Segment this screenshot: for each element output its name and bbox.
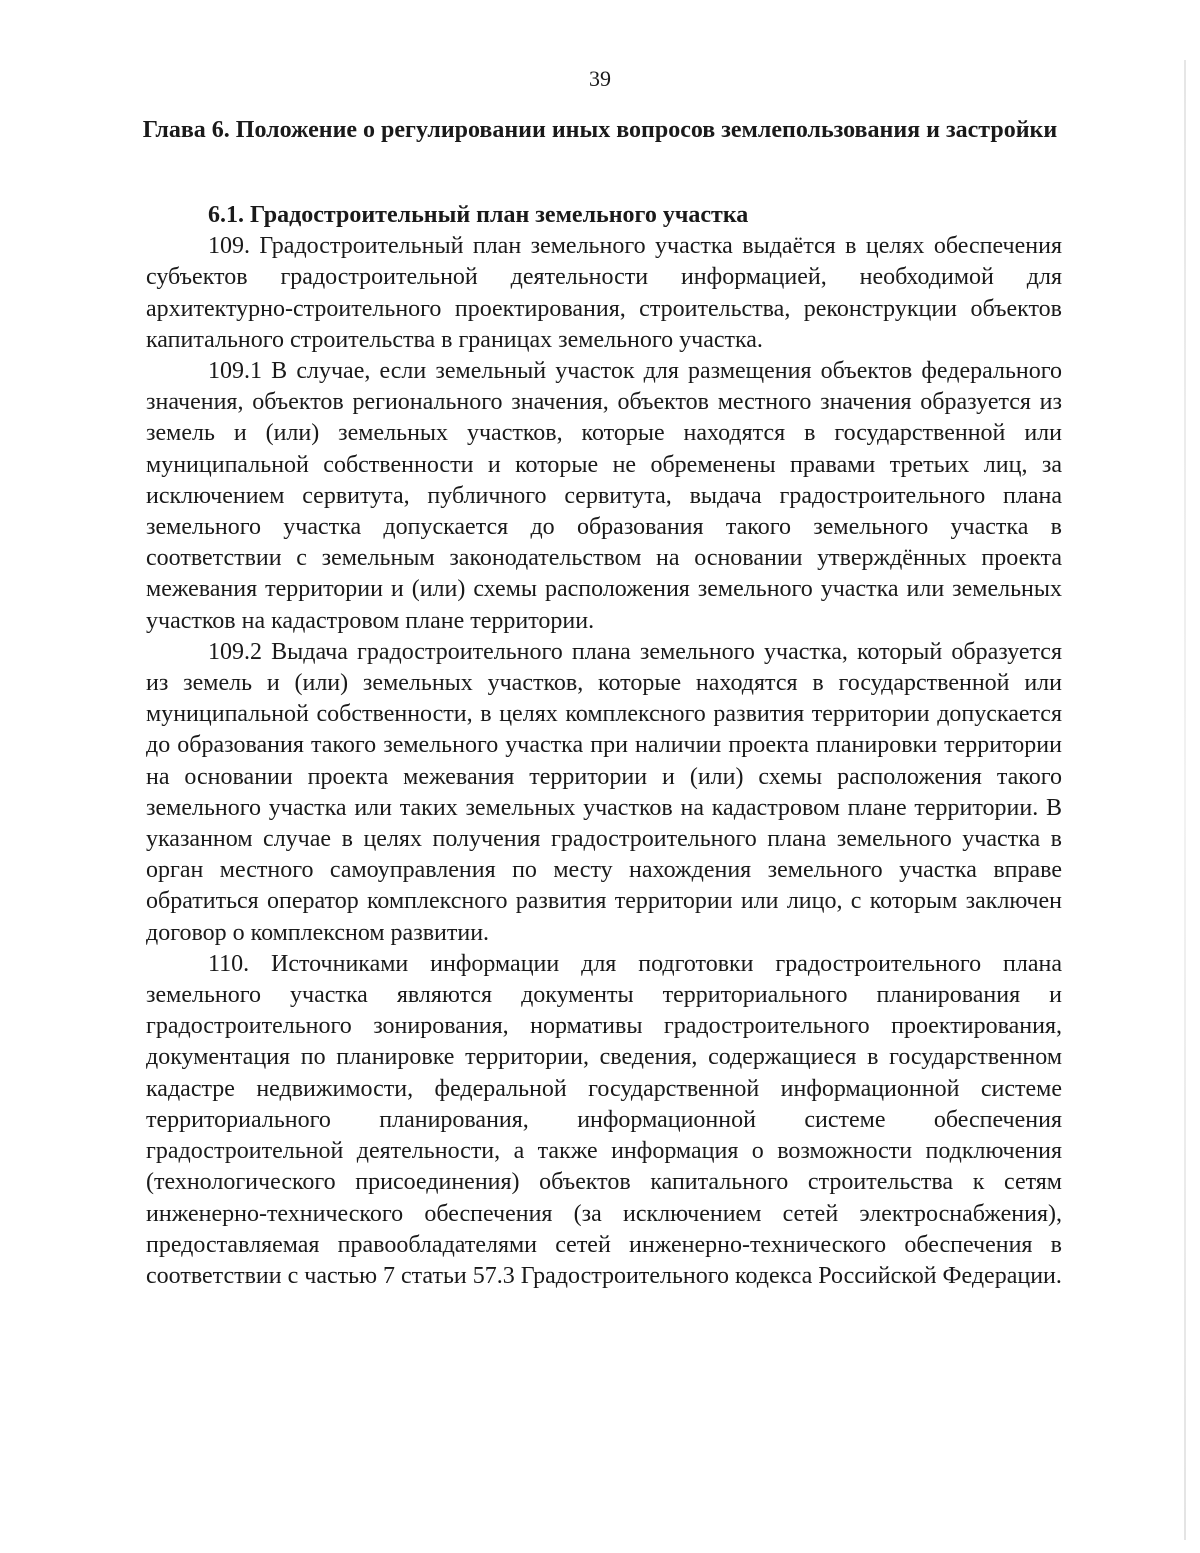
scan-edge	[1184, 60, 1186, 1540]
chapter-title: Глава 6. Положение о регулировании иных вопросов землепользования и застройки	[142, 117, 1058, 143]
page-number: 39	[589, 66, 611, 91]
paragraph-109-1: 109.1 В случае, если земельный участок для размещения объектов федерального значения, объектов регионального значения, объектов местного значения образуется из земель и (или) земельных участков, которые находятся в государственной или муниципальной собственности и которые не обременены правами третьих лиц, за исключением сервитута, публичного сервитута, выдача градостроительного плана земельного участка допускается до образования такого земельного участка в соответствии с земельным законодательством на основании утверждённых проекта межевания территории и (или) схемы расположения земельного участка или земельных участков на кадастровом плане территории.	[146, 358, 1062, 634]
paragraph-109: 109. Градостроительный план земельного участка выдаётся в целях обеспечения субъектов градостроительной деятельности информацией, необходимой для архитектурно-строительного проектирования, строительства, реконструкции объектов капитального строительства в границах земельного участка.	[146, 233, 1062, 353]
section-heading: 6.1. Градостроительный план земельного участка	[208, 202, 749, 228]
paragraph-110: 110. Источниками информации для подготовки градостроительного плана земельного участка являются документы территориального планирования и градостроительного зонирования, нормативы градостроительного проектирования, документация по планировке территории, сведения, содержащиеся в государственном кадастре недвижимости, федеральной государственной информационной системе территориального планирования, информационной системе обеспечения градостроительной деятельности, а также информация о возможности подключения (технологического присоединения) объектов капитального строительства к сетям инженерно-технического обеспечения (за исключением сетей электроснабжения), предоставляемая правообладателями сетей инженерно-технического обеспечения в соответствии с частью 7 статьи 57.3 Градостроительного кодекса Российской Федерации.	[146, 950, 1062, 1289]
document-body	[146, 200, 1062, 1292]
paragraph-109-2: 109.2 Выдача градостроительного плана земельного участка, который образуется из земель и (или) земельных участков, которые находятся в государственной или муниципальной собственности, в целях комплексного развития территории допускается до образования такого земельного участка при наличии проекта планировки территории на основании проекта межевания территории и (или) схемы расположения такого земельного участка или таких земельных участков на кадастровом плане территории. В указанном случае в целях получения градостроительного плана земельного участка в орган местного самоуправления по месту нахождения земельного участка вправе обратиться оператор комплексного развития территории или лицо, с которым заключен договор о комплексном развитии.	[146, 638, 1062, 946]
